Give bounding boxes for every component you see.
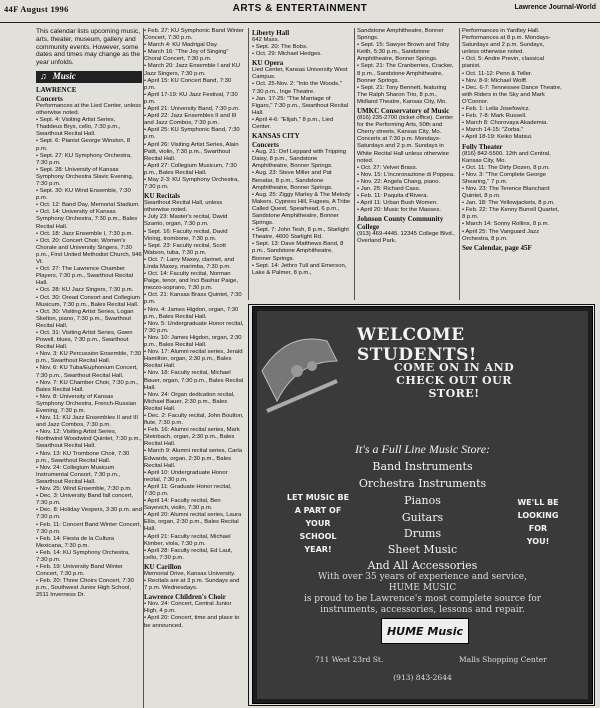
event-item: • April 17-19: KU Jazz Festival, 7:30 p.m. [144,91,238,105]
ad-experience-line: is proud to be Lawrence's most complete source for [303,594,542,604]
jccc-heading: Johnson County Community College [357,215,444,232]
ad-product: And All Accessories [367,559,478,572]
event-list [144,578,244,592]
event-item: • March 8: Chorovaya Akademia. [462,120,548,127]
event-item: • Oct. 27: The Lawrence Chamber Players, 7:30 p.m., Swarthout Recital Hall. [36,266,133,287]
ad-experience-line: instruments, accessories, lessons and repair. [320,605,525,615]
event-item: • Nov. 12: Visiting Artist Series, Northwind Woodwind Quintet, 7:30 p.m., Swarthout Recital Hall. [36,429,142,450]
event-list [144,28,244,191]
ad-product: Sheet Music [387,543,458,556]
event-item: • Oct. 11-12: Penn & Teller. [462,70,533,77]
event-item: • Jan. 18: The Yellowjackets, 8 p.m. [462,200,555,207]
event-item: • Nov. 7: KU Chamber Choir, 7:30 p.m., Bales Recital Hall. [36,379,139,393]
event-item: • Nov. 18: Faculty recital, Michael Bauer, organ, 7:30 p.m., Bales Recital Hall. [144,370,244,391]
event-item: • March 20: Jazz Ensemble I and KU Jazz Singers, 7:30 p.m. [144,63,241,77]
event-item: • April 21: University Band, 7:30 p.m. [144,106,240,113]
event-item: • Sept. 13: Dave Matthews Band, 8 p.m., Sandstone Amphitheatre, Bonner Springs. [252,241,344,262]
event-list [252,149,352,277]
trumpet-illustration-icon [257,311,347,431]
venue-note: 642 Mass. [252,37,280,43]
event-item: • April 20: Concert, time and place to be announced. [144,615,240,629]
event-item: Sandstone Amphitheatre, Bonner Springs. [357,28,444,42]
ad-product: Guitars [401,511,444,524]
ad-product: Orchestra Instruments [358,477,487,490]
event-list [462,165,562,243]
event-item: • Nov. 25: Wind Ensemble, 7:30 p.m. [36,486,132,493]
event-item: • March 14: Sonny Rollins, 8 p.m. [462,221,550,228]
callout-line: FOR [528,524,548,533]
event-item: • Sept. 27: KU Symphony Orchestra, 7:30 p.m. [36,152,132,166]
event-item: • Oct. 12: Band Day, Memorial Stadium. [36,202,140,209]
event-item: • Nov. 11: KU Jazz Ensembles II and III and Jazz Combos, 7:30 p.m. [36,415,139,429]
ad-mall: Malls Shopping Center [459,655,547,664]
event-item: • Oct. 30: Visiting Artist Series, Logan Skelton, piano, 7:30 p.m., Swarthout Recital Hall. [36,308,134,329]
intro-paragraph: This calendar lists upcoming music, arts, theater, museum, gallery and community events. However, some dates and times may change as the year unfolds. [36,28,141,67]
event-item: • Nov. 24: Concert, Central Junior High, 4 p.m. [144,601,232,615]
event-item: • Recitals are at 3 p.m. Sundays and 7 p.m. Wednesdays. [144,578,240,592]
event-item: • April 22: Jazz Ensembles II and III and Jazz Combos, 7:30 p.m. [144,113,237,127]
event-item: • Nov. 10: James Higdon, organ, 2:30 p.m., Bales Recital Hall. [144,334,242,349]
event-item: • April 28: Faculty recital, Ed Laut, cello, 7:30 p.m. [144,547,233,561]
event-item: • April 11: Urban Bush Women. [357,200,438,207]
carillon-heading: KU Carillon [144,562,182,571]
event-item: • Feb. 14: KU Symphony Orchestra, 7:30 p.m. [36,549,130,563]
event-item: • Oct. 31: Visiting Artist Series, Gwen Powell, blues, 7:30 p.m., Swarthout Recital Hall. [36,329,133,351]
event-item: • Sept. 21: The Cranberries, Cracker, 8 p.m., Sandstone Amphitheatre, Bonner Springs. [357,63,454,84]
event-item: • Nov. 4: James Higdon, organ, 7:30 p.m., Bales Recital Hall. [144,306,239,320]
event-item: • Dec. 8: Holiday Vespers, 3:30 p.m. and 7:30 p.m. [36,507,142,521]
ad-experience-line: With over 35 years of experience and service, [318,572,527,582]
event-list [36,117,142,599]
event-item: • April 18-19: Keiko Matsui. [462,134,533,141]
column-rule [354,28,355,300]
page-header [0,0,600,23]
event-item: • Oct. 29: Michael Hedges. [252,51,322,58]
ad-product: Pianos [404,494,441,507]
page-folio: 44F August 1996 [4,4,69,14]
event-item: • Feb. 20: Three Choirs Concert, 7:30 p.m., Southwest Junior High School, 2511 Inverness Dr. [36,578,134,599]
callout-line: YOU! [526,537,550,546]
event-item: • Feb. 1: Leila Josefowicz. [462,106,531,113]
event-item: • May 2-3: KU Symphony Orchestra, 7:30 p.m. [144,176,240,191]
column-1 [36,28,142,708]
event-item: • Feb. 11: Concert Band Winter Concert, 7:30 p.m. [36,521,142,535]
venue-note: (913) 469-4445. 12345 College Blvd., Overland Park. [357,231,455,245]
event-item: • Aug. 25: Ziggy Marley & The Melody Makers, Cypress Hill, Fugees, A Tribe Called Quest, Spearhead, 6 p.m., Sandstone Amphitheatre, Bonner Springs. [252,191,351,227]
event-item: • Jan. 25: Richard Cass. [357,185,421,192]
liberty-hall-heading: Liberty Hall [252,29,290,37]
event-item: • July 23: Master's recital, David Szanto, organ, 7:30 p.m. [144,214,228,228]
music-section-banner [36,71,142,83]
event-item: • March 9: Alumni recital series, Carla Edwards, organ, 2:30 p.m., Bales Recital Hall. [144,448,242,469]
column-3 [252,28,352,328]
event-item: • April 15: KU Concert Band, 7:30 p.m. [144,77,232,91]
event-item: • Oct. 30: Oread Consort and Collegium Musicum, 7:30 p.m., Bales Recital Hall. [36,294,140,308]
city-heading: LAWRENCE [36,85,77,94]
event-item: • Nov. 23: The Terence Blanchard Quintet, 8 p.m. [462,185,550,200]
venue-note: Performances at the Lied Center, unless otherwise noted. [36,102,142,117]
event-item: • March 14-15: "Zorba." [462,127,524,134]
ad-background [257,311,588,699]
event-item: • Nov. 13: KU Trombone Choir, 7:30 p.m., Swarthout Recital Hall. [36,450,130,464]
event-item: • Feb. 14: Fiesta de la Cultura Mexicana, 7:30 p.m. [36,535,115,549]
event-list [357,28,457,106]
event-item: • Oct. 27: Velvet Brass. [357,164,418,171]
event-item: • Nov. 6: KU Tuba/Euphonium Concert, 7:30 p.m., Swarthout Recital Hall. [36,365,138,379]
event-item: • Sept. 4: Visiting Artist Series, Thaddeus Brys, cello, 7:30 p.m., Swarthout Recital Hall. [36,117,121,138]
recitals-heading: KU Recitals [144,192,180,201]
event-item: • Nov. 17: Alumni recital series, Jerald Hamilton, organ, 2:30 p.m., Bales Recital Hall. [144,349,243,370]
event-item: • Nov. 15: L'incoronazione di Poppea. [357,171,455,178]
ad-experience-line: HUME MUSIC [388,583,457,593]
callout-line: LOOKING [517,511,559,520]
callout-line: LET MUSIC BE [286,493,350,502]
event-item: • Sept. 14: Jethro Tull and Emerson, Lake & Palmer, 8 p.m., [252,262,347,276]
subsection-heading: Concerts [252,141,279,150]
event-item: • Sept. 15: Sawyer Brown and Toby Keith, 5:30 p.m., Sandstone Amphitheatre, Bonner Springs. [357,42,450,63]
event-item: • April 21: Faculty recital, Michael Kimber, viola, 7:30 p.m. [144,533,231,547]
event-list [252,81,352,131]
ad-product: Drums [403,527,442,540]
event-item: • Nov. 8: University of Kansas Symphony Orchestra, French-Russian Evening, 7:30 p.m. [36,393,137,415]
event-item: • April 14: Faculty recital, Ben Sayevich, violin, 7:30 p.m. [144,498,221,512]
event-item: • Oct. 14: Faculty recital, Norman Paige, tenor, and Inci Bashar Paige, mezzo-soprano, 7:30 p.m. [144,271,238,292]
music-label: Music [52,71,76,82]
event-item: • April 20: Music for the Masses. [357,207,441,214]
event-item: • Oct. 18: Jazz Ensemble I, 7:30 p.m. [36,230,134,237]
event-list [357,165,457,215]
venue-note: (816) 842-5500. 12th and Central, Kansas City, Mo. [462,150,551,164]
event-item: • Oct. 5: Andre Previn, classical pianist. [462,56,544,70]
event-item: Performances in Yardley Hall. Performances at 8 p.m. Mondays-Saturdays and 2 p.m. Sundays, unless otherwise noted. [462,28,551,56]
ad-phone: (913) 843-2644 [393,673,452,682]
ad-headline: WELCOME STUDENTS! [357,325,477,365]
event-item: • Nov. 3: KU Percussion Ensemble, 7:30 p.m., Swarthout Recital Hall. [36,351,142,365]
column-rule [459,28,460,300]
event-item: • Sept. 21: Tony Bennett, featuring The Ralph Sharon Trio, 8 p.m., Midland Theatre, Kansas City, Mo. [357,84,447,105]
folly-theater-heading: Folly Theater [462,142,503,151]
event-item: • Nov. 8-9: Michael Wolff. [462,77,528,84]
event-item: • April 25: The Vanguard Jazz Orchestra, 8 p.m. [462,228,540,242]
ad-subheadline-line: STORE! [428,387,480,400]
event-item: • Feb. 22: The Kenny Burrell Quartet, 8 p.m. [462,207,559,221]
column-5 [462,28,562,328]
callout-line: YOUR [305,519,331,528]
callout-line: A PART OF [294,506,342,515]
event-item: • April 27: Collegium Musicum, 7:30 p.m., Bales Recital Hall. [144,162,237,176]
event-item: • March 4: KU Madrigal Day. [144,42,218,49]
venue-note: Lied Center, Kansas University West Campus. [252,67,348,81]
ad-subheadline [369,361,539,400]
event-item: • April 20: Alumni recital series, Laura Ellis, organ, 2:30 p.m., Bales Recital Hall. [144,512,242,533]
column-4 [357,28,457,328]
ad-store-line: It's a Full Line Music Store: [354,442,491,456]
hume-music-advertisement [252,306,593,704]
event-item: • Oct. 21: Kansas Brass Quintet, 7:30 p.m. [144,292,242,306]
event-item: • March 16: "The Joy of Singing" Choral Concert, 7:30 p.m. [144,49,229,63]
event-item: • April 26: Visiting Artist Series, Alain Patit, violin, 7:30 p.m., Swarthout Recital Hall. [144,141,239,162]
callout-line: SCHOOL [299,532,337,541]
event-list [462,28,562,142]
event-item: • April 11: Graduate Honor recital, 7:30 p.m. [144,483,232,497]
ad-product: Band Instruments [372,460,473,473]
ad-address: 711 West 23rd St. [315,655,384,664]
venue-note: Memorial Drive, Kansas University. [144,570,236,577]
event-item: • Oct. 28: KU Jazz Singers, 7:30 p.m. [36,287,134,294]
event-item: • Aug. 21: Def Leppard with Tripping Daisy, 8 p.m., Sandstone Amphitheatre, Bonner Springs. [252,149,347,170]
event-list [144,214,244,562]
section-title: ARTS & ENTERTAINMENT [232,3,368,14]
event-item: • Feb. 27: KU Symphonic Band Winter Concert, 7:30 p.m. [144,28,244,42]
event-item: • Feb. 16: Alumni recital series, Mark Steinbach, organ, 2:30 p.m., Bales Recital Hall. [144,427,240,448]
childrens-choir-heading: Lawrence Children's Choir [144,593,226,602]
event-list [252,44,352,58]
event-item: • Nov. 24: Collegium Musicum Instrumental Consort, 7:30 p.m., Swarthout Recital Hall. [36,464,121,485]
event-item: • Nov. 24: Organ dedication recital, Michael Bauer, 2:30 p.m., Bales Recital Hall. [144,391,235,412]
event-item: • Sept. 28: University of Kansas Symphony Orchestra Slavic Evening, 7:30 p.m. [36,166,134,188]
event-item: • Sept. 16: Faculty recital, David Vining, trombone, 7:30 p.m. [144,228,228,242]
event-item: • Sept. 6: Pianist George Winston, 8 p.m. [36,138,131,152]
event-item: • April 4-6: "Elijah," 8 p.m., Lied Center. [252,116,334,131]
hume-music-logo: HUME Music [381,618,469,644]
column-2 [144,28,244,708]
ad-subheadline-line: COME ON IN AND [393,361,515,374]
event-item: • April 10: Undergraduate Honor recital, 7:30 p.m. [144,469,228,483]
event-item: • Feb. 11: Paquita d'Rivera. [357,193,429,200]
event-item: • Oct. 11: The Dirty Dozen, 8 p.m. [462,164,550,171]
music-note-icon: ♫ [40,71,47,82]
event-item: • Nov. 3: "The Complete George Shearing," 7 p.m. [462,171,546,185]
event-item: • Dec. 2: Faculty recital, John Boulton, flute, 7:30 p.m. [144,412,244,427]
venue-note: (816) 235-2700 (ticket office). Center for the Performing Arts, 50th and Cherry streets, Kansas City, Mo. Concerts at 7:30 p.m. Mondays-Saturdays and 2 p.m. Sundays in White Recital Hall unless otherwise noted. [357,115,454,164]
event-item: • Sept. 30: KU Wind Ensemble, 7:30 p.m. [36,188,131,202]
publication-name: Lawrence Journal-World [514,4,596,11]
event-item: • Oct. 25-Nov. 2: "Into the Woods," 7:30 p.m., Inge Theatre. [252,81,342,95]
event-item: • Sept. 23: Faculty recital, Scott Watson, tuba, 7:30 p.m. [144,242,226,256]
callout-line: YEAR! [304,545,332,554]
subsection-heading: Concerts [36,94,63,103]
event-item: • Aug. 23: Steve Miller and Pat Benatar, 8 p.m., Sandstone Amphitheatre, Bonner Springs. [252,170,333,191]
event-list [144,601,244,629]
ku-opera-heading: KU Opera [252,59,284,68]
event-item: • Oct. 20: Concert Choir, Women's Chorale and University Singers, 7:30 p.m., First United Methodist Church, 946 Vt. [36,237,142,266]
ad-left-callout [277,491,359,556]
callout-line: WE'LL BE [517,498,559,507]
venue-note: Swarthout Recital Hall, unless otherwise noted. [144,200,223,214]
event-item: • Sept. 20: The Bobs. [252,44,308,51]
event-item: • Oct. 7: Larry Maxey, clarinet, and Linda Maxey, marimba, 7:30 p.m. [144,256,235,270]
event-item: • Feb. 19: University Band Winter Concert, 7:30 p.m. [36,564,123,578]
event-item: • Oct. 14: University of Kansas Symphony Orchestra, 7:30 p.m., Bales Recital Hall. [36,209,138,230]
event-item: • Feb. 7-8: Mark Russell. [462,113,527,120]
event-item: • Dec. 3: University Band fall concert, 7:30 p.m. [36,493,134,507]
event-item: • Dec. 6-7: Tennessee Dance Theatre, with Riders in the Sky and Mark O'Connor. [462,84,562,105]
ad-experience-text [277,572,568,616]
city-heading: KANSAS CITY [252,132,300,141]
column-rule [248,28,249,300]
event-item: • Nov. 5: Undergraduate Honor recital, 7:30 p.m. [144,320,244,334]
event-item: • Sept. 7: John Tesh, 8 p.m., Starlight Theatre, 4600 Starlight Rd. [252,227,349,241]
ad-subheadline-line: CHECK OUT OUR [396,374,512,387]
ad-right-callout [501,496,575,548]
event-item: • Nov. 22: Angela Chang, piano. [357,178,441,185]
event-item: • Jan. 17-25: "The Marriage of Figaro," 7:30 p.m., Swarthout Recital Hall. [252,95,349,116]
continued-jump-line: See Calendar, page 45F [462,243,532,252]
event-item: • April 25: KU Symphonic Band, 7:30 p.m. [144,127,240,141]
umkc-heading: UMKC Conservatory of Music [357,107,450,116]
